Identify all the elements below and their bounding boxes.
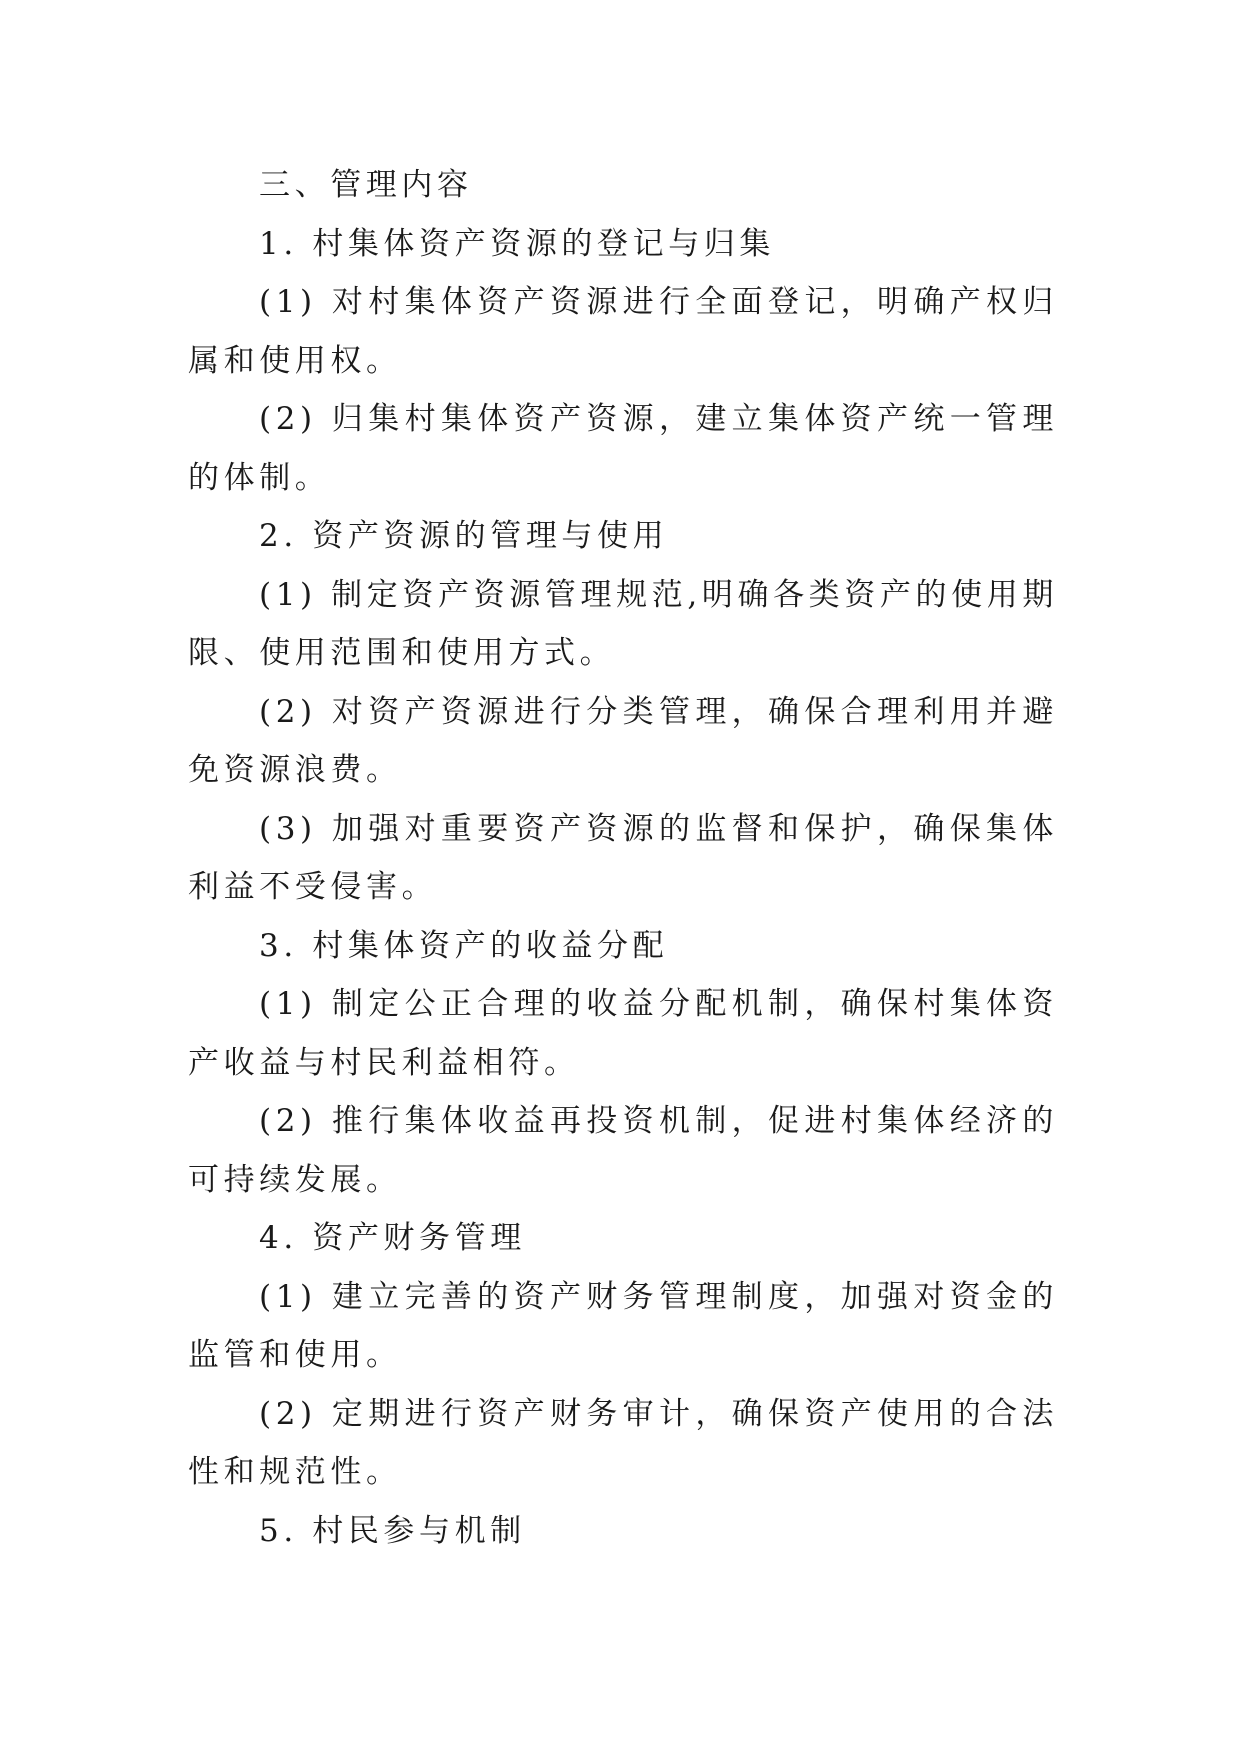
paragraph: (2) 定期进行资产财务审计，确保资产使用的合法性和规范性。 — [188, 1395, 1058, 1490]
subsection-heading: 1. 村集体资产资源的登记与归集 — [259, 225, 776, 262]
paragraph: (2) 推行集体收益再投资机制，促进村集体经济的可持续发展。 — [188, 1103, 1058, 1198]
document-page — [188, 156, 1058, 1560]
paragraph: (1) 对村集体资产资源进行全面登记，明确产权归属和使用权。 — [188, 284, 1058, 379]
subsection-heading: 4. 资产财务管理 — [259, 1220, 526, 1256]
paragraph: (1) 制定资产资源管理规范,明确各类资产的使用期限、使用范围和使用方式。 — [188, 576, 1058, 671]
paragraph: (1) 制定公正合理的收益分配机制，确保村集体资产收益与村民利益相符。 — [188, 986, 1058, 1081]
section-heading: 三、管理内容 — [259, 167, 473, 203]
subsection-heading: 2. 资产资源的管理与使用 — [259, 518, 669, 554]
paragraph: (1) 建立完善的资产财务管理制度，加强对资金的监管和使用。 — [188, 1278, 1058, 1373]
subsection-heading: 3. 村集体资产的收益分配 — [259, 927, 669, 964]
paragraph: (3) 加强对重要资产资源的监督和保护，确保集体利益不受侵害。 — [188, 810, 1058, 905]
paragraph: (2) 对资产资源进行分类管理，确保合理利用并避免资源浪费。 — [188, 693, 1058, 788]
paragraph: (2) 归集村集体资产资源，建立集体资产统一管理的体制。 — [188, 401, 1058, 496]
subsection-heading: 5. 村民参与机制 — [259, 1512, 526, 1549]
